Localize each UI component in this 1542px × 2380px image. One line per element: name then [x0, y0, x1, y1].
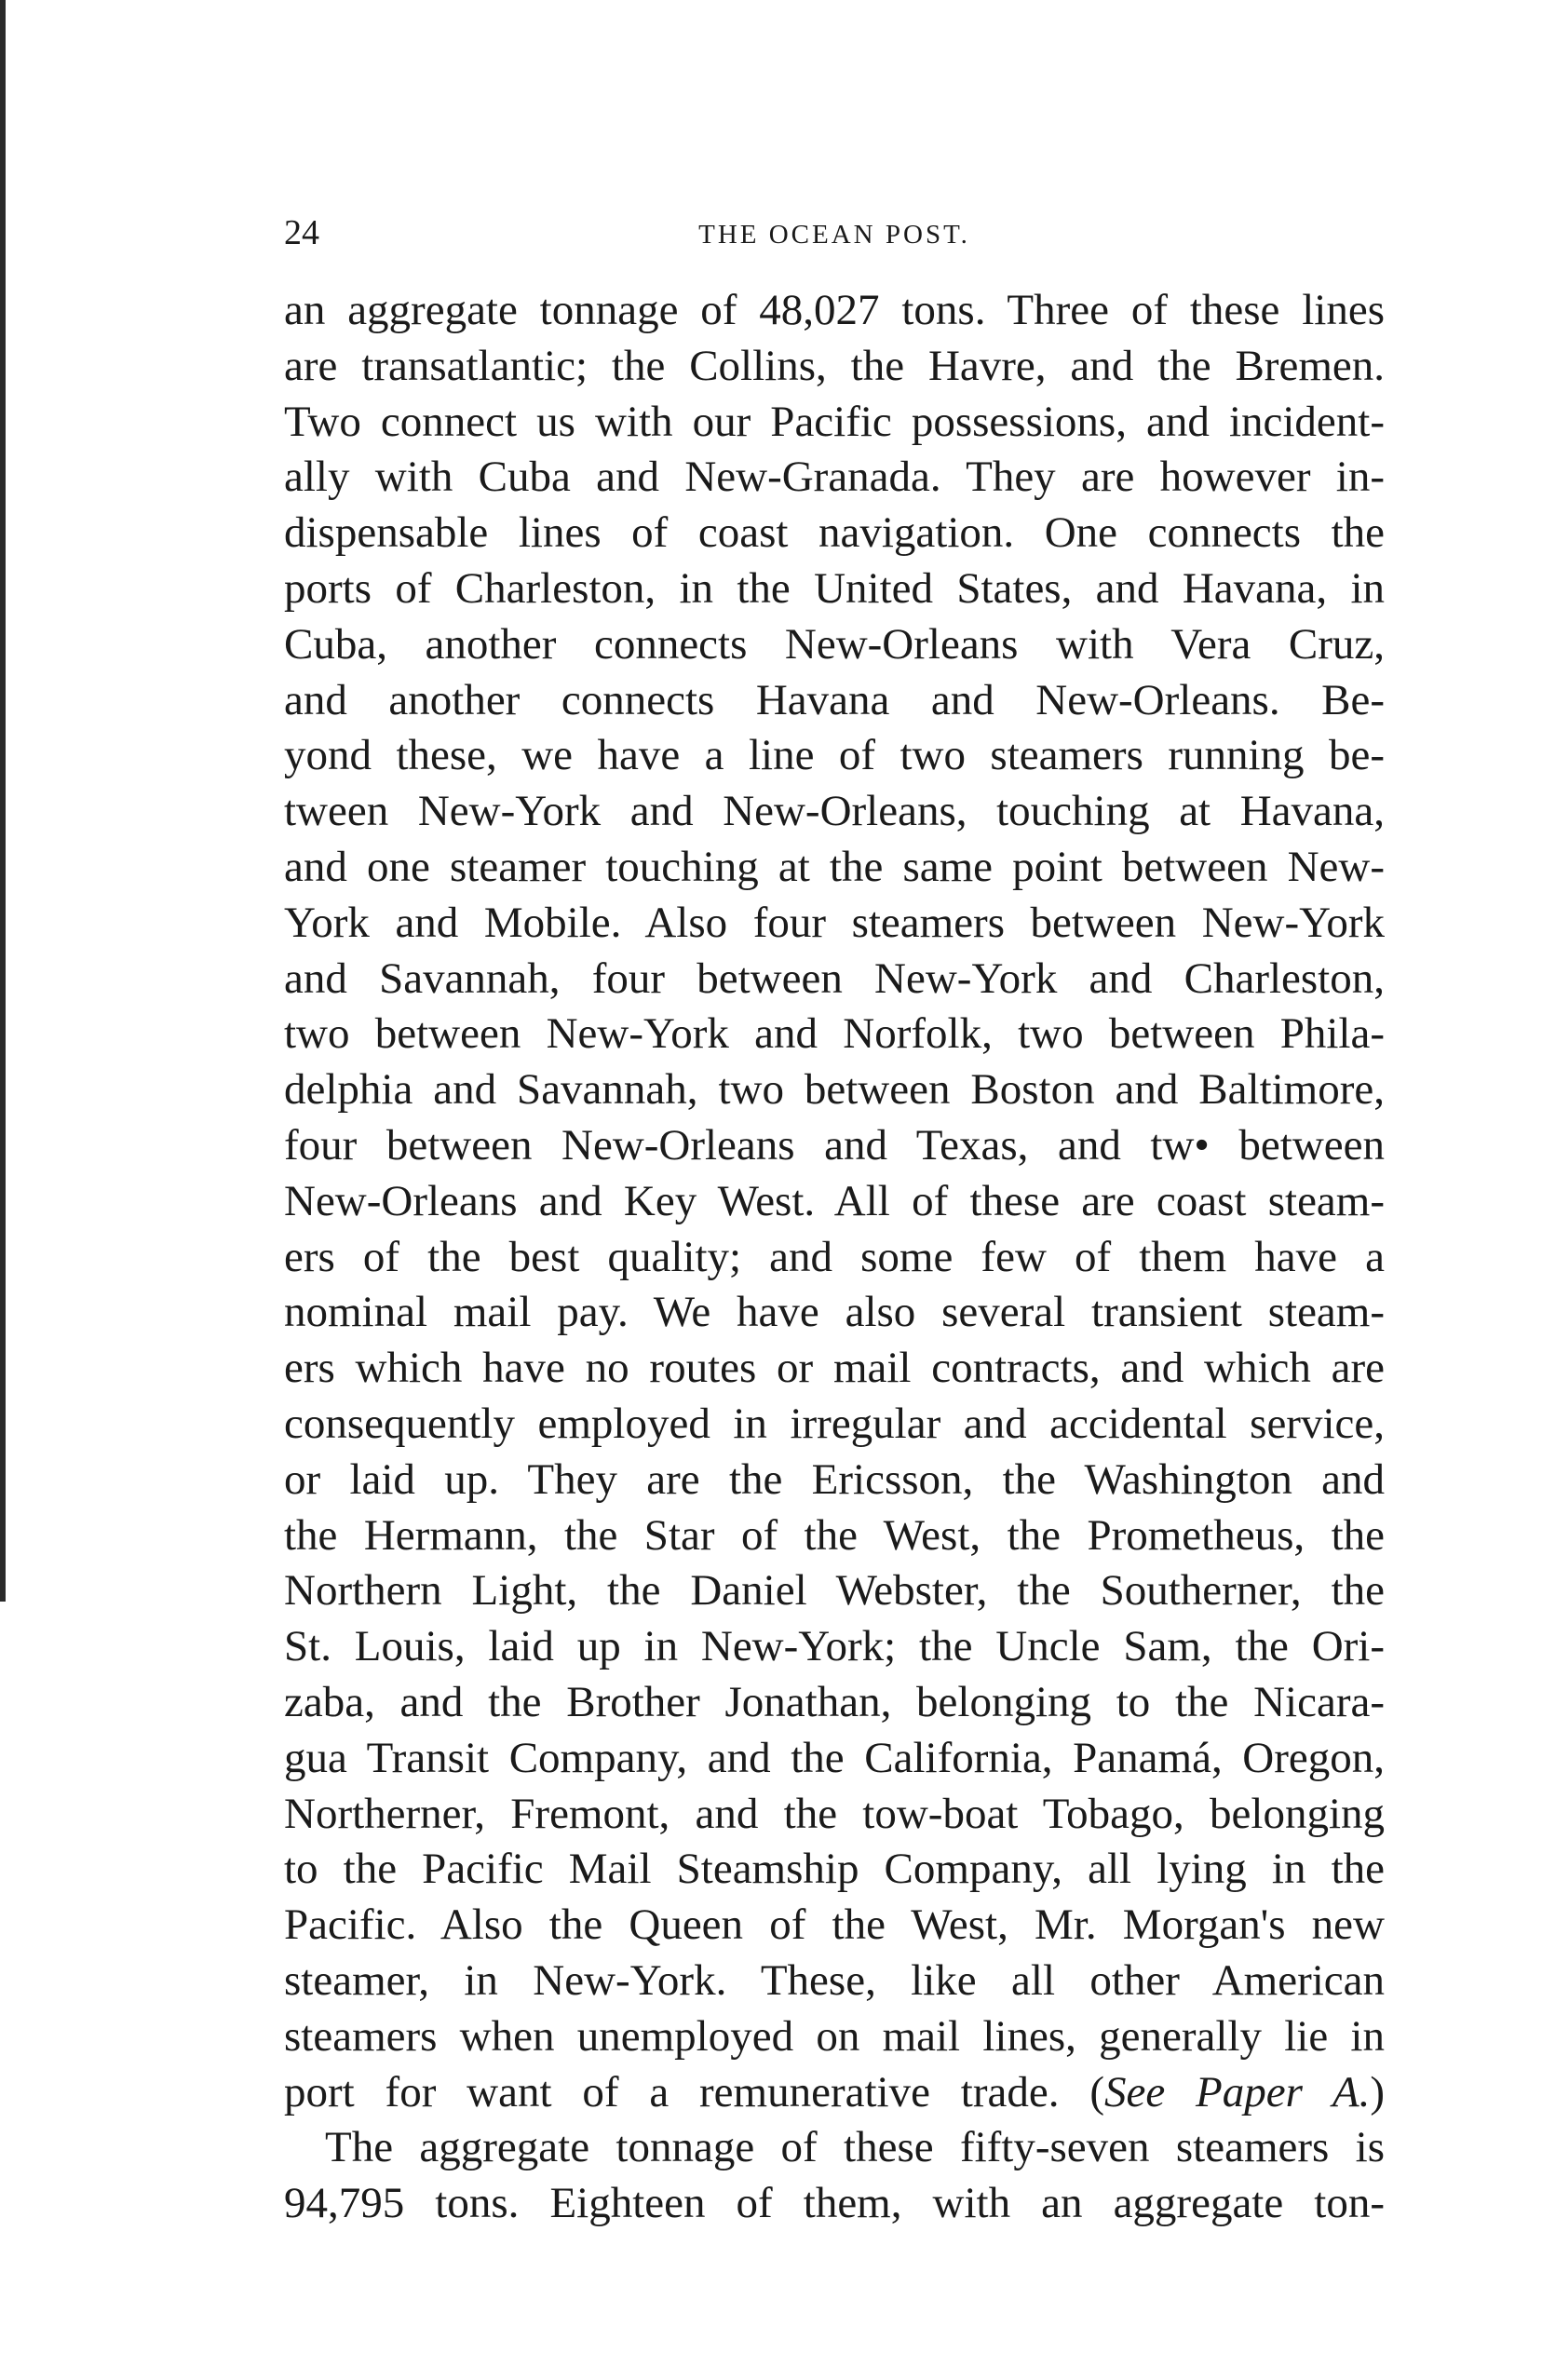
text-line: Northerner, Fremont, and the tow-boat Tobago, belonging	[284, 1789, 1385, 1838]
text-line: York and Mobile. Also four steamers between New-York	[284, 898, 1385, 947]
text-line: and one steamer touching at the same point between New-	[284, 842, 1385, 891]
text-line: and another connects Havana and New-Orleans. Be-	[284, 675, 1385, 724]
text-line: steamers when unemployed on mail lines, generally lie in	[284, 2011, 1385, 2061]
text-line: Northern Light, the Daniel Webster, the Southerner, the	[284, 1566, 1385, 1616]
text-line: or laid up. They are the Ericsson, the Washington and	[284, 1454, 1385, 1504]
page-header	[284, 212, 1385, 259]
ref-close-paren: )	[1370, 2067, 1385, 2116]
text-line: and Savannah, four between New-York and Charleston,	[284, 953, 1385, 1003]
text-line: 94,795 tons. Eighteen of them, with an aggregate ton-	[284, 2179, 1385, 2228]
paragraph-start-line: The aggregate tonnage of these fifty-seven steamers is	[325, 2123, 1385, 2172]
text-line: Two connect us with our Pacific possessions, and incident-	[284, 397, 1385, 446]
text-line: Pacific. Also the Queen of the West, Mr. Morgan's new	[284, 1900, 1385, 1950]
text-line: ers which have no routes or mail contracts, and which are	[284, 1344, 1385, 1393]
text-line: St. Louis, laid up in New-York; the Uncle Sam, the Ori-	[284, 1622, 1385, 1671]
ref-see: See	[1103, 2067, 1166, 2116]
text-line: ports of Charleston, in the United States, and Havana, in	[284, 563, 1385, 613]
text-line: are transatlantic; the Collins, the Havre, and the Bremen.	[284, 341, 1385, 390]
paper-reference	[1089, 2068, 1385, 2116]
text-line: New-Orleans and Key West. All of these are coast steam-	[284, 1176, 1385, 1225]
ref-paper: Paper A.	[1196, 2067, 1371, 2116]
body-text	[284, 283, 1385, 2232]
text-line: delphia and Savannah, two between Boston and Baltimore,	[284, 1065, 1385, 1115]
text-line: the Hermann, the Star of the West, the Prometheus, the	[284, 1510, 1385, 1560]
text-line: to the Pacific Mail Steamship Company, all lying in the	[284, 1845, 1385, 1894]
text-line: two between New-York and Norfolk, two between Phila-	[284, 1009, 1385, 1059]
scan-edge-shadow	[0, 0, 6, 1602]
text-line: ers of the best quality; and some few of them have a	[284, 1232, 1385, 1281]
text-line: zaba, and the Brother Jonathan, belonging to the Nicara-	[284, 1677, 1385, 1726]
text-line: gua Transit Company, and the California, Panamá, Oregon,	[284, 1733, 1385, 1782]
text-line-with-reference	[284, 2065, 1385, 2121]
text-line: Cuba, another connects New-Orleans with Vera Cruz,	[284, 619, 1385, 669]
text-line: yond these, we have a line of two steamers running be-	[284, 731, 1385, 780]
ref-open-paren: (	[1089, 2067, 1104, 2116]
text-line: consequently employed in irregular and accidental service,	[284, 1399, 1385, 1448]
ref-line-text: port for want of a remunerative trade.	[284, 2067, 1060, 2116]
page-number: 24	[284, 213, 319, 252]
running-head: THE OCEAN POST.	[698, 220, 970, 250]
text-line: ally with Cuba and New-Granada. They are however in-	[284, 453, 1385, 502]
text-line: nominal mail pay. We have also several transient steam-	[284, 1288, 1385, 1337]
text-line: dispensable lines of coast navigation. One connects the	[284, 508, 1385, 558]
text-line: four between New-Orleans and Texas, and tw• between	[284, 1120, 1385, 1170]
text-line: tween New-York and New-Orleans, touching at Havana,	[284, 787, 1385, 836]
text-line: an aggregate tonnage of 48,027 tons. Three of these lines	[284, 286, 1385, 334]
text-line: steamer, in New-York. These, like all other American	[284, 1955, 1385, 2005]
